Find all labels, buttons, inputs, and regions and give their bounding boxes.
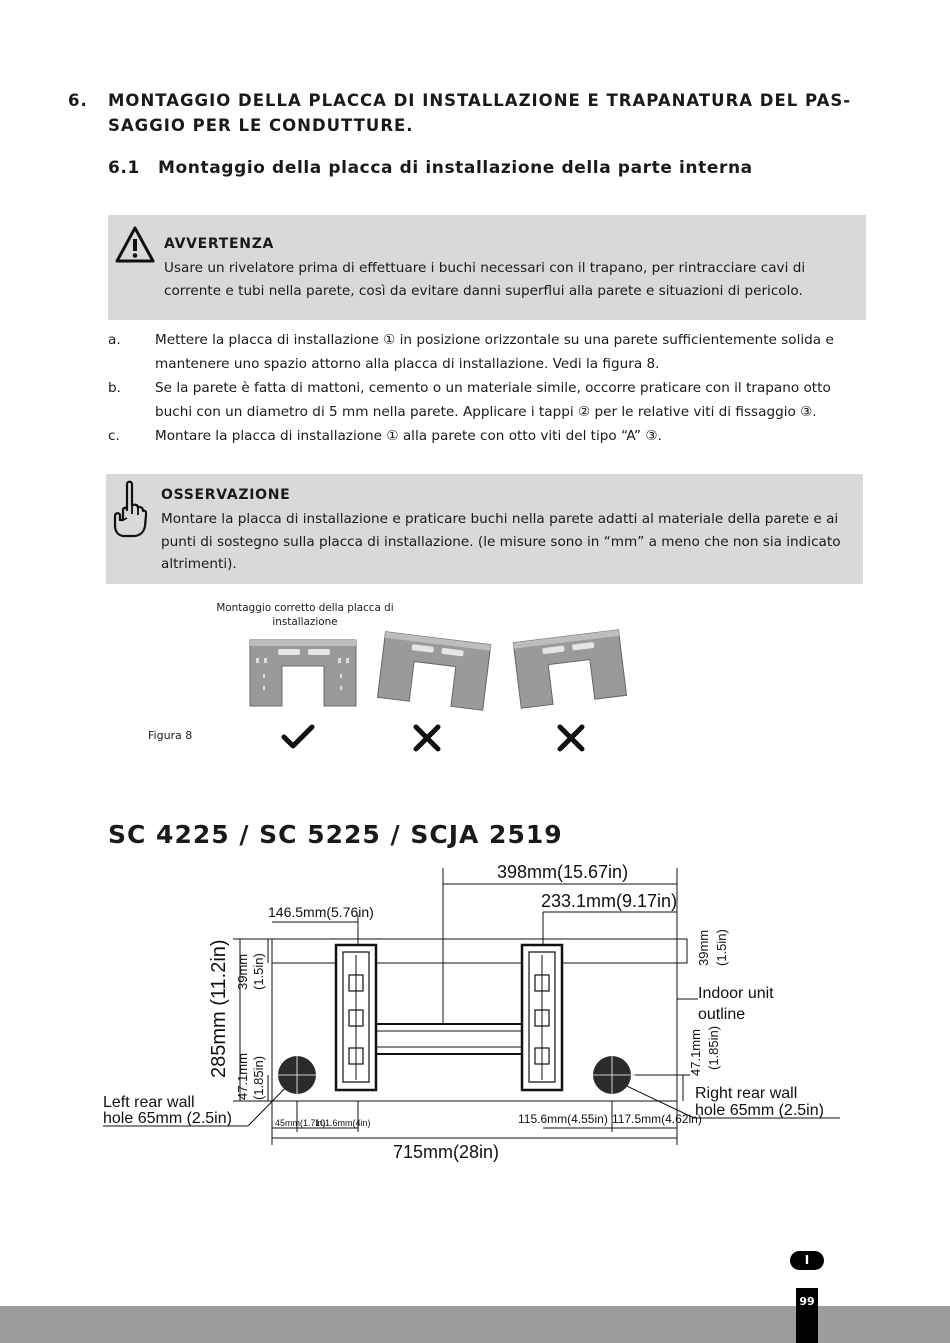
figure-label: Figura 8 bbox=[148, 729, 193, 742]
list-item bbox=[108, 424, 868, 448]
section-title: MONTAGGIO DELLA PLACCA DI INSTALLAZIONE E TRAPANATURA DEL PAS-SAGGIO PER LE CONDUTTURE. bbox=[108, 91, 852, 135]
subsection-number: 6.1 bbox=[108, 158, 140, 178]
cross-icon bbox=[413, 724, 441, 752]
note-text: Montare la placca di installazione e praticare buchi nella parete adatti al materiale della parete e ai punti di sostegno sulla placca di installazione. (le misure sono in “mm” a meno che non sia indicato altrimenti). bbox=[161, 511, 841, 572]
language-badge: I bbox=[790, 1251, 824, 1270]
dim-398-label: 398mm(15.67in) bbox=[497, 862, 629, 882]
list-item bbox=[108, 376, 868, 424]
mounting-plate-correct bbox=[248, 636, 358, 711]
pointing-hand-icon bbox=[111, 480, 147, 538]
subsection-title: Montaggio della placca di installazione della parte interna bbox=[158, 158, 753, 178]
indoor-unit-label: Indoor unit bbox=[698, 985, 774, 1002]
dim-101-label: 101.6mm(4in) bbox=[315, 1118, 371, 1128]
warning-triangle-icon bbox=[114, 225, 156, 265]
dim-47-left-label: 47.1mm bbox=[235, 1053, 250, 1100]
warning-box bbox=[108, 215, 866, 320]
dim-39-left-label: 39mm bbox=[235, 953, 250, 990]
dim-715-label: 715mm(28in) bbox=[393, 1142, 500, 1162]
mounting-plate-wrong-tilted-left bbox=[512, 624, 628, 716]
note-box bbox=[106, 474, 863, 584]
dim-39-right-label: 39mm bbox=[696, 929, 711, 966]
dim-39-left-in-label: (1.5in) bbox=[251, 953, 266, 990]
installation-diagram bbox=[0, 850, 950, 1170]
warning-title: AVVERTENZA bbox=[164, 236, 275, 252]
dim-117-label: 117.5mm(4.62in) bbox=[612, 1112, 702, 1126]
left-hole-label-1: Left rear wall bbox=[103, 1094, 195, 1111]
mounting-plate-wrong-tilted-right bbox=[376, 626, 492, 718]
right-hole-label-2: hole 65mm (2.5in) bbox=[695, 1102, 824, 1119]
subsection-heading bbox=[108, 158, 753, 178]
steps-list bbox=[108, 328, 868, 448]
dim-47-right-label: 47.1mm bbox=[688, 1029, 703, 1076]
note-title: OSSERVAZIONE bbox=[161, 487, 291, 503]
list-item bbox=[108, 328, 868, 376]
step-text: Mettere la placca di installazione ① in posizione orizzontale su una parete sufficientemente solida e mantenere uno spazio attorno alla placca di installazione. Vedi la figura 8. bbox=[155, 332, 834, 372]
indoor-outline-label: outline bbox=[698, 1006, 746, 1023]
right-hole-label-1: Right rear wall bbox=[695, 1085, 798, 1102]
cross-icon bbox=[557, 724, 585, 752]
right-bracket bbox=[522, 945, 562, 1090]
left-bracket bbox=[336, 945, 376, 1090]
dim-47-left-in-label: (1.85in) bbox=[251, 1055, 266, 1100]
dim-115-label: 115.6mm(4.55in) bbox=[518, 1112, 608, 1126]
section-number: 6. bbox=[68, 91, 88, 110]
dim-39-right-in-label: (1.5in) bbox=[714, 929, 729, 966]
left-hole-label-2: hole 65mm (2.5in) bbox=[103, 1110, 232, 1127]
page-number: 99 bbox=[796, 1288, 818, 1343]
warning-text: Usare un rivelatore prima di effettuare i buchi necessari con il trapano, per rintracciare cavi di corrente e tubi nella parete, così da evitare danni superflui alla parete e situazioni di pericolo. bbox=[164, 260, 806, 299]
step-label: a. bbox=[108, 332, 121, 348]
step-label: c. bbox=[108, 428, 120, 444]
dim-146-label: 146.5mm(5.76in) bbox=[268, 904, 374, 920]
step-label: b. bbox=[108, 380, 121, 396]
step-text: Montare la placca di installazione ① alla parete con otto viti del tipo “A” ③. bbox=[155, 428, 662, 444]
dim-233-label: 233.1mm(9.17in) bbox=[541, 891, 678, 911]
step-text: Se la parete è fatta di mattoni, cemento o un materiale simile, occorre praticare con il trapano otto buchi con un diametro di 5 mm nella parete. Applicare i tappi ② per le relative viti di fissaggio ③. bbox=[155, 380, 831, 420]
check-icon bbox=[281, 724, 315, 750]
figure-caption: Montaggio corretto della placca di installazione bbox=[216, 602, 394, 628]
model-title: SC 4225 / SC 5225 / SCJA 2519 bbox=[108, 820, 563, 849]
dim-45-label: 45mm(1.7in) bbox=[275, 1118, 326, 1128]
dim-47-right-in-label: (1.85in) bbox=[706, 1025, 721, 1070]
dim-285-label: 285mm (11.2in) bbox=[208, 939, 230, 1078]
